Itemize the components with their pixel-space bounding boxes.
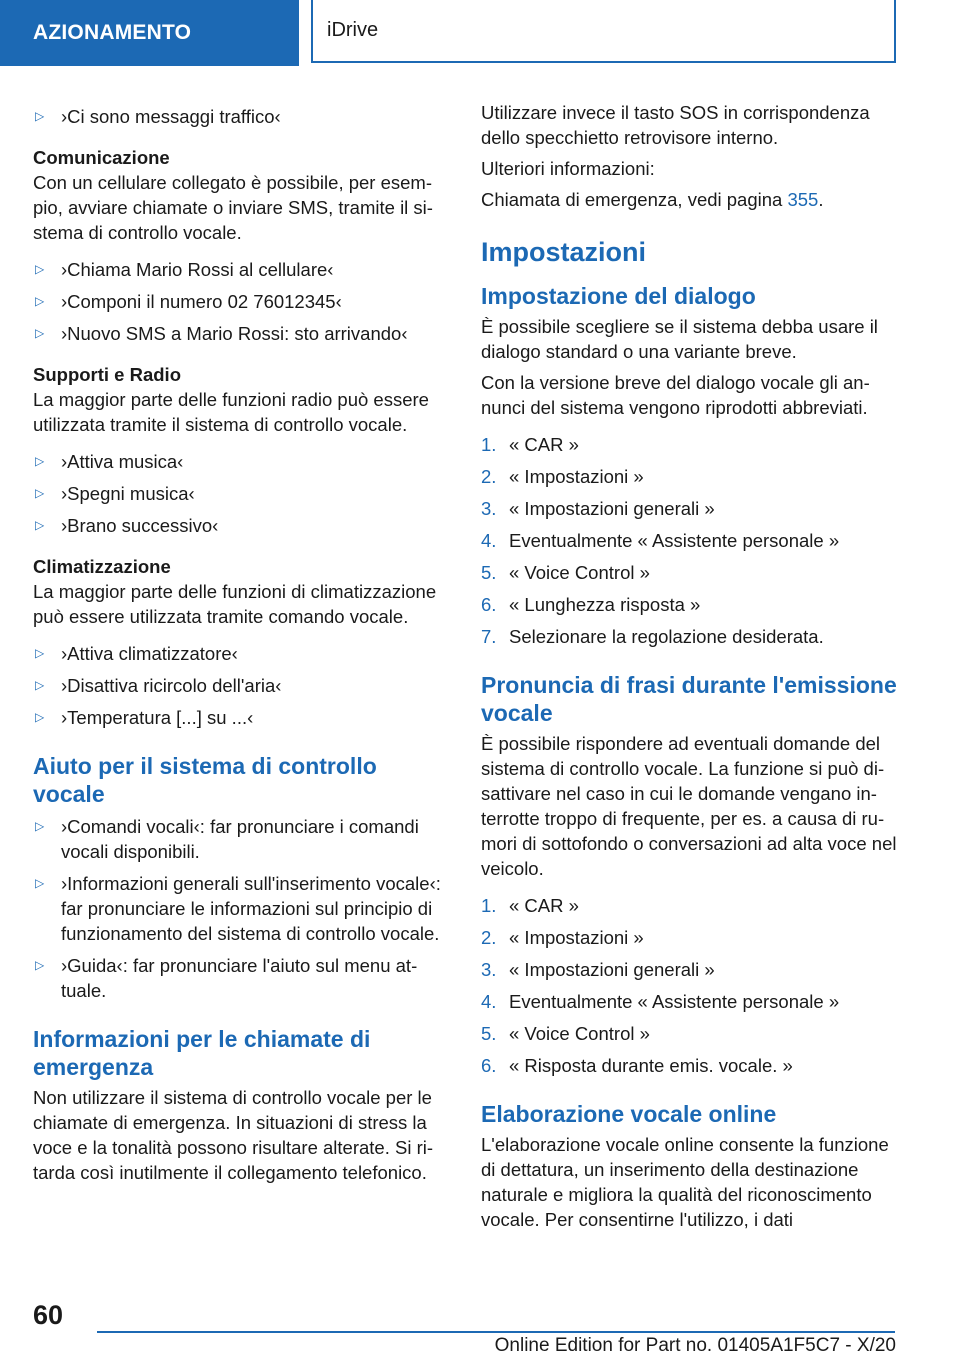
list-item: ▷ ›Spegni musica‹ (35, 483, 195, 504)
triangle-bullet-icon: ▷ (35, 294, 45, 308)
topic-tab: iDrive (311, 0, 896, 63)
paragraph: L'elaborazione vocale online consente la funzione di dettatura, un inserimento della destinazione naturale e migliora la qualità del riconoscimento vocale. Per consentirne l'utilizzo, i dati (481, 1134, 889, 1230)
list-item: ▷ ›Disattiva ricircolo dell'aria‹ (35, 675, 282, 696)
list-item: ▷ ›Brano successivo‹ (35, 515, 219, 536)
list-item: 4. Eventualmente « Assistente personale » (481, 991, 840, 1012)
list-item: 2. « Impostazioni » (481, 927, 644, 948)
paragraph: La maggior parte delle funzioni di climatizzazione può essere utilizzata tramite comando vocale. (33, 581, 437, 627)
footer-divider (97, 1331, 895, 1333)
list-item: 6. « Lunghezza risposta » (481, 594, 701, 615)
section-tab: AZIONAMENTO (0, 0, 299, 66)
list-item: 3. « Impostazioni generali » (481, 959, 715, 980)
clima-list (33, 641, 449, 730)
page-header (0, 0, 960, 66)
right-column (481, 100, 897, 1238)
list-item: 1. « CAR » (481, 895, 579, 916)
heading-pronuncia: Pronuncia di frasi durante l'emissione vocale (481, 672, 897, 726)
list-item: ▷ ›Comandi vocali‹: far pronunciare i comandi vocali disponibili. (35, 816, 419, 862)
list-item: 7. Selezionare la regolazione desiderata. (481, 626, 824, 647)
triangle-bullet-icon: ▷ (35, 678, 45, 692)
list-item: 2. « Impostazioni » (481, 466, 644, 487)
triangle-bullet-icon: ▷ (35, 109, 45, 123)
subheading-climatizzazione: Climatizzazione (33, 556, 171, 577)
page-link[interactable]: 355 (787, 189, 819, 210)
list-item: ▷ ›Guida‹: far pronunciare l'aiuto sul menu attuale. (35, 955, 418, 1001)
list-item: ▷ ›Attiva musica‹ (35, 451, 184, 472)
paragraph: La maggior parte delle funzioni radio può essere utilizzata tramite il sistema di controllo vocale. (33, 389, 429, 435)
triangle-bullet-icon: ▷ (35, 454, 45, 468)
paragraph: Con un cellulare collegato è possibile, per esempio, avviare chiamate o inviare SMS, tramite il sistema di controllo vocale. (33, 172, 433, 243)
reference-line: Chiamata di emergenza, vedi pagina 355. (481, 189, 824, 210)
triangle-bullet-icon: ▷ (35, 876, 45, 890)
list-item: ▷ ›Attiva climatizzatore‹ (35, 643, 238, 664)
traffic-list (33, 104, 449, 129)
triangle-bullet-icon: ▷ (35, 819, 45, 833)
paragraph: Ulteriori informazioni: (481, 158, 655, 179)
list-item: ▷ ›Temperatura [...] su ...‹ (35, 707, 254, 728)
heading-impostazione-dialogo: Impostazione del dialogo (481, 283, 756, 309)
list-item: ▷ ›Ci sono messaggi traffico‹ (35, 106, 281, 127)
paragraph: È possibile scegliere se il sistema debba usare il dialogo standard o una variante breve. (481, 316, 878, 362)
triangle-bullet-icon: ▷ (35, 518, 45, 532)
subheading-supporti-radio: Supporti e Radio (33, 364, 181, 385)
heading-aiuto: Aiuto per il sistema di controllo vocale (33, 753, 377, 807)
heading-elaborazione-online: Elaborazione vocale online (481, 1101, 777, 1127)
help-list (33, 814, 449, 1003)
triangle-bullet-icon: ▷ (35, 710, 45, 724)
speak-steps (481, 893, 897, 1078)
dialog-steps (481, 432, 897, 649)
triangle-bullet-icon: ▷ (35, 486, 45, 500)
paragraph: Utilizzare invece il tasto SOS in corrispondenza dello specchietto retrovisore interno. (481, 102, 870, 148)
paragraph: Con la versione breve del dialogo vocale gli annunci del sistema vengono riprodotti abbreviati. (481, 372, 870, 418)
list-item: ▷ ›Nuovo SMS a Mario Rossi: sto arrivando‹ (35, 323, 408, 344)
list-item: ▷ ›Informazioni generali sull'inserimento vocale‹: far pronunciare le informazioni sul principio di funzionamento del sistema di controllo vocale. (35, 873, 441, 944)
triangle-bullet-icon: ▷ (35, 326, 45, 340)
list-item: 6. « Risposta durante emis. vocale. » (481, 1055, 793, 1076)
heading-emergenza: Informazioni per le chiamate di emergenza (33, 1026, 371, 1080)
paragraph: Non utilizzare il sistema di controllo vocale per le chiamate di emergenza. In situazioni di stress la voce e la tonalità possono risultare alterate. Si ritarda così inutilmente il collegamento telefonico. (33, 1087, 434, 1183)
list-item: 1. « CAR » (481, 434, 579, 455)
triangle-bullet-icon: ▷ (35, 646, 45, 660)
subheading-comunicazione: Comunicazione (33, 147, 170, 168)
list-item: 4. Eventualmente « Assistente personale » (481, 530, 840, 551)
left-column (33, 100, 449, 1191)
media-list (33, 449, 449, 538)
heading-impostazioni: Impostazioni (481, 237, 647, 267)
list-item: 5. « Voice Control » (481, 562, 650, 583)
triangle-bullet-icon: ▷ (35, 958, 45, 972)
comm-list (33, 257, 449, 346)
list-item: 3. « Impostazioni generali » (481, 498, 715, 519)
paragraph: È possibile rispondere ad eventuali domande del sistema di controllo vocale. La funzione si può disattivare nel caso in cui le domande vengano interrotte troppo di frequente, per es. a causa di rumori di sottofondo o conversazioni ad alta voce nel veicolo. (481, 733, 897, 879)
page-number: 60 (33, 1300, 64, 1330)
footer-edition: Online Edition for Part no. 01405A1F5C7 - X/20 (494, 1335, 896, 1356)
list-item: ▷ ›Componi il numero 02 76012345‹ (35, 291, 342, 312)
list-item: 5. « Voice Control » (481, 1023, 650, 1044)
triangle-bullet-icon: ▷ (35, 262, 45, 276)
list-item: ▷ ›Chiama Mario Rossi al cellulare‹ (35, 259, 334, 280)
